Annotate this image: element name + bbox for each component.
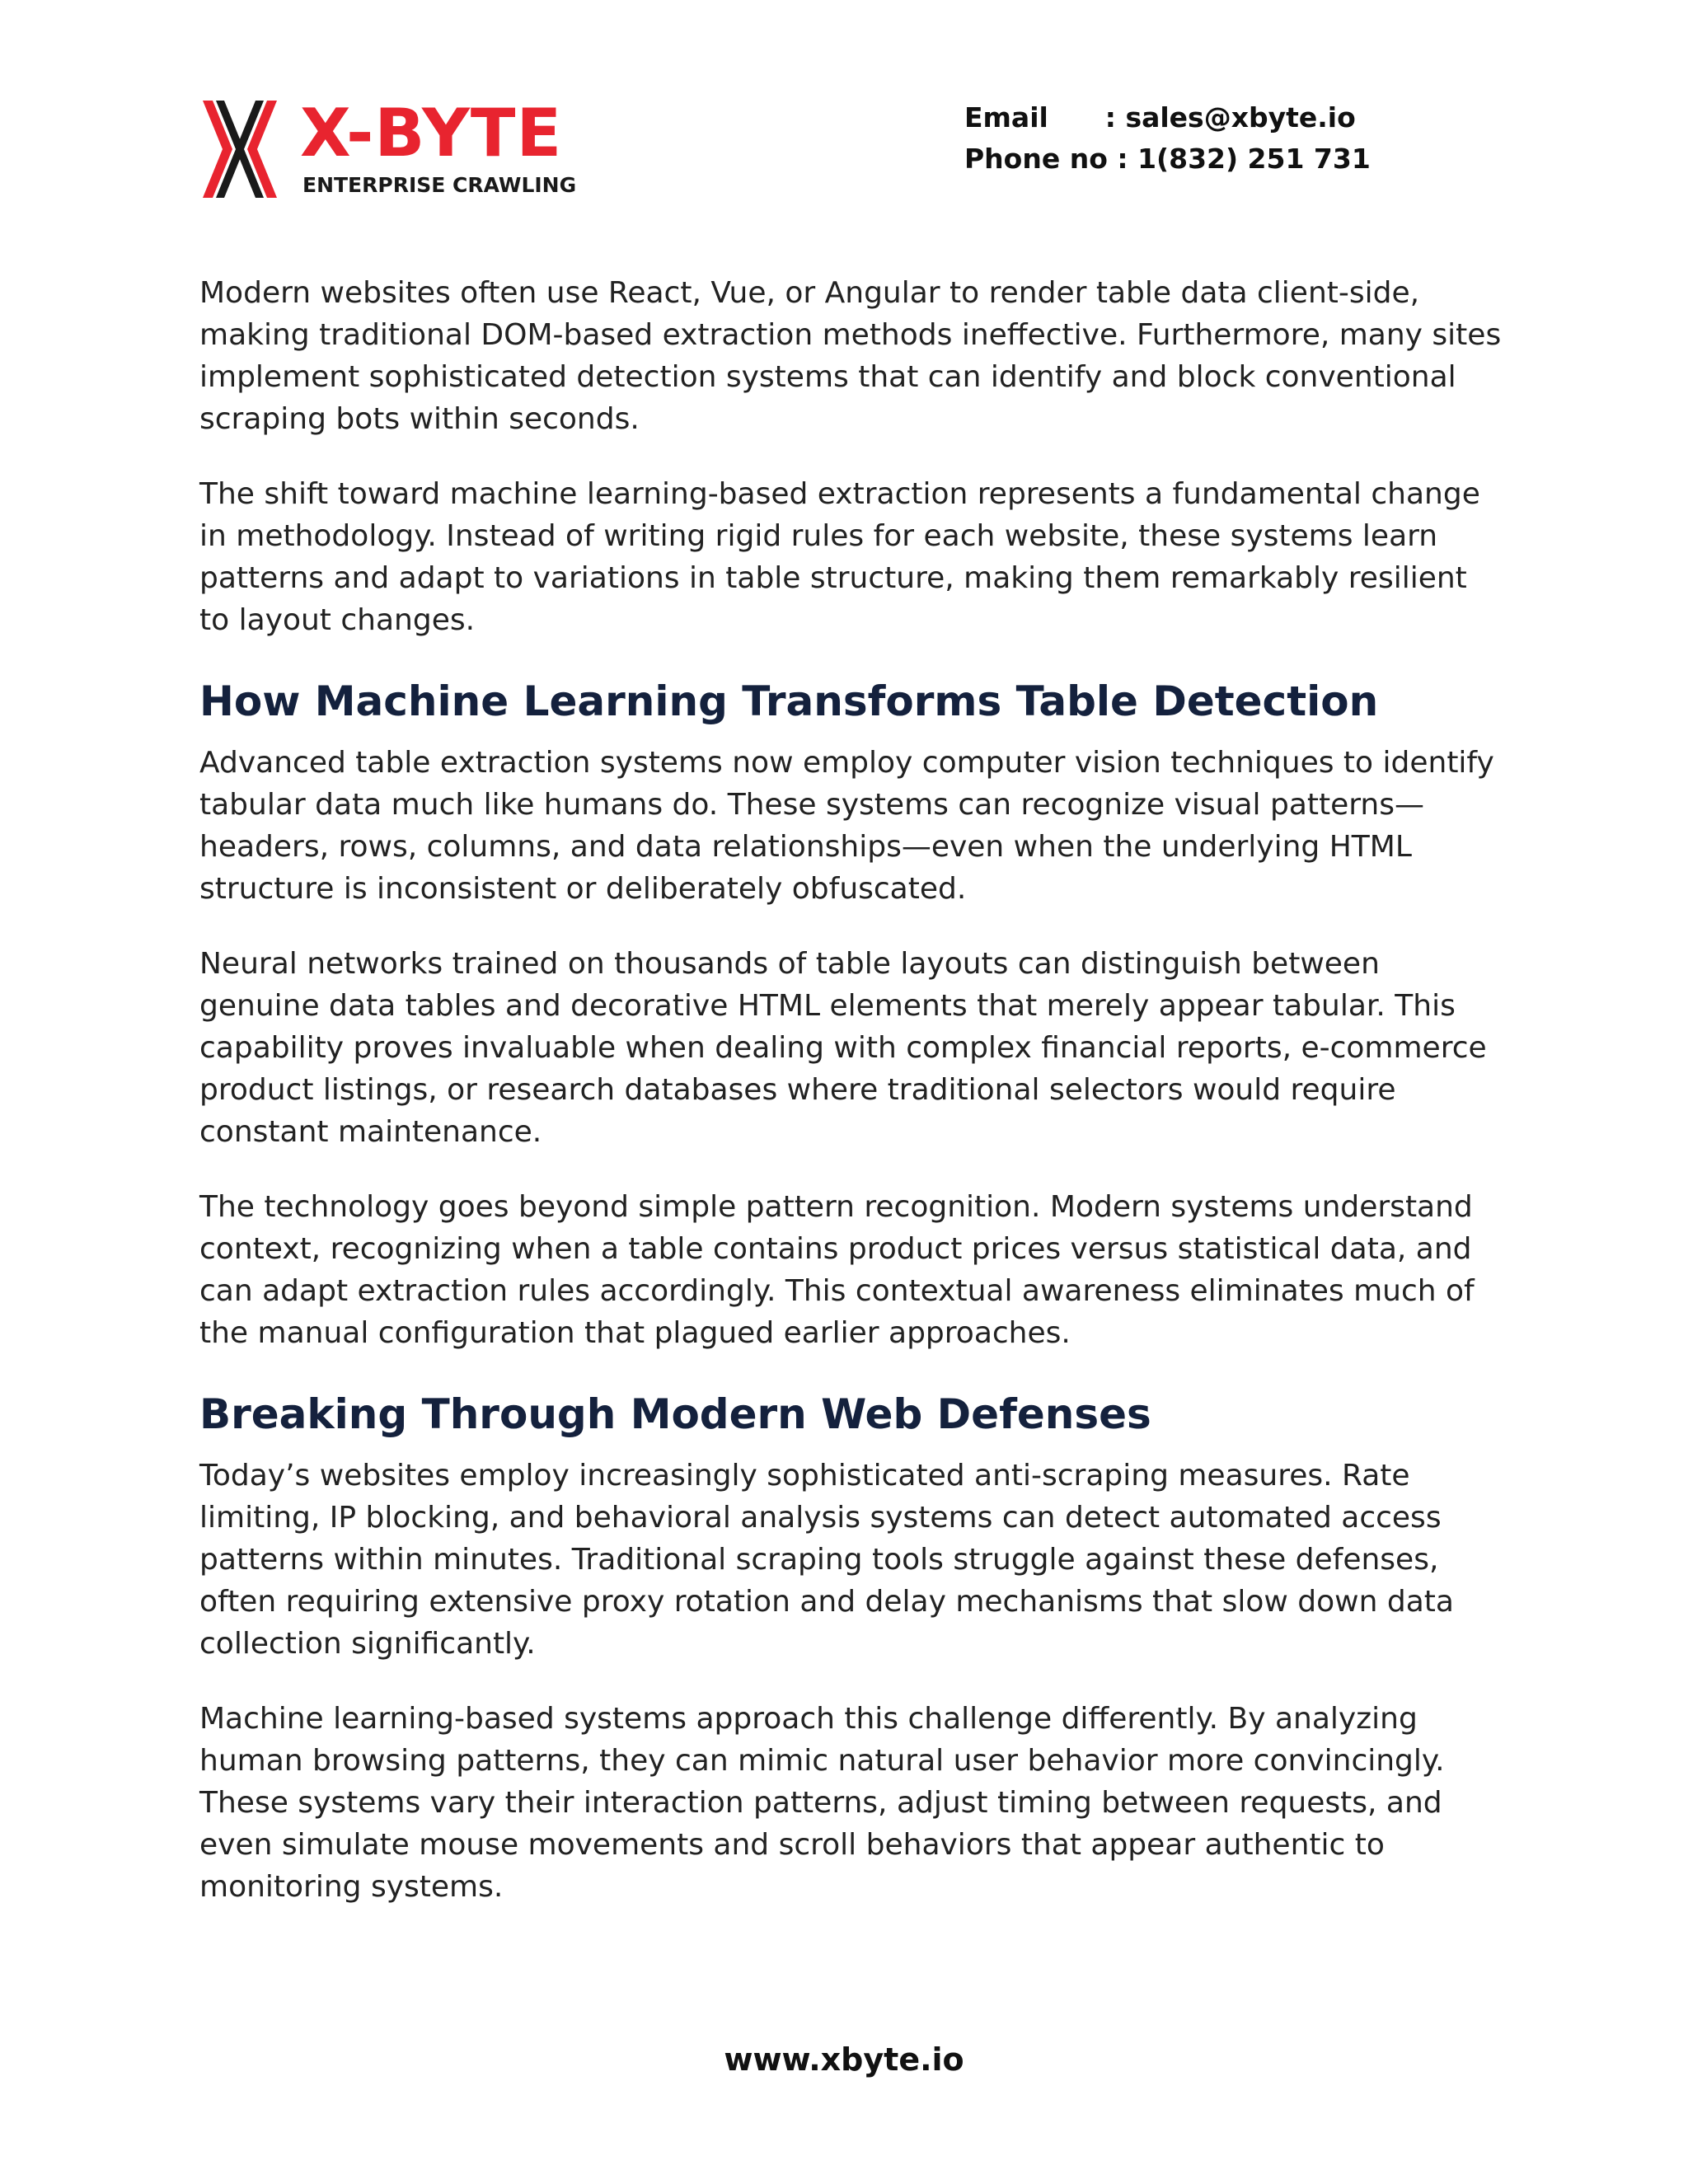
xbyte-logo-icon xyxy=(203,101,277,198)
paragraph-7: Machine learning-based systems approach this challenge differently. By analyzing human browsing patterns, they can mimic natural user behavior more convincingly. These systems vary their interaction patterns, adjust timing between requests, and even simulate mouse movements and scroll behaviors that appear authentic to monitoring systems. xyxy=(199,1702,1445,1904)
paragraph-3: Advanced table extraction systems now employ computer vision techniques to identify tabular data much like humans do. These systems can recognize visual patterns—headers, rows, columns, and data relationships—even when the underlying HTML structure is inconsistent or deliberately obfuscated. xyxy=(199,746,1494,906)
section-heading-web-defenses: Breaking Through Modern Web Defenses xyxy=(199,1390,1151,1438)
xbyte-logo xyxy=(203,95,590,204)
phone-label: Phone no : xyxy=(964,143,1138,175)
section-heading-ml-table-detection: How Machine Learning Transforms Table Detection xyxy=(199,677,1379,725)
footer-website-link[interactable]: www.xbyte.io xyxy=(724,2041,964,2078)
phone-value[interactable]: 1(832) 251 731 xyxy=(1137,143,1371,175)
email-value[interactable]: sales@xbyte.io xyxy=(1125,101,1356,134)
email-row xyxy=(964,97,1371,138)
paragraph-5: The technology goes beyond simple pattern recognition. Modern systems understand context, recognizing when a table contains product prices versus statistical data, and can adapt extraction rules accordingly. This contextual awareness eliminates much of the manual configuration that plagued earlier approaches. xyxy=(199,1190,1475,1350)
phone-row xyxy=(964,138,1371,180)
logo-tagline: ENTERPRISE CRAWLING xyxy=(302,173,577,197)
contact-info xyxy=(964,97,1371,180)
logo-wordmark: X-BYTE xyxy=(300,95,563,171)
article-body xyxy=(199,272,1502,1941)
paragraph-4: Neural networks trained on thousands of table layouts can distinguish between genuine data tables and decorative HTML elements that merely appear tabular. This capability proves invaluable when dealing with complex financial reports, e-commerce product listings, or research databases where traditional selectors would require constant maintenance. xyxy=(199,947,1487,1149)
paragraph-6: Today’s websites employ increasingly sophisticated anti-scraping measures. Rate limiting, IP blocking, and behavioral analysis systems can detect automated access patterns within minutes. Traditional scraping tools struggle against these defenses, often requiring extensive proxy rotation and delay mechanisms that slow down data collection significantly. xyxy=(199,1459,1454,1661)
paragraph-2: The shift toward machine learning-based extraction represents a fundamental change in methodology. Instead of writing rigid rules for each website, these systems learn patterns and adapt to variations in table structure, making them remarkably resilient to layout changes. xyxy=(199,477,1480,637)
paragraph-1: Modern websites often use React, Vue, or Angular to render table data client-side, making traditional DOM-based extraction methods ineffective. Furthermore, many sites implement sophisticated detection systems that can identify and block conventional scraping bots within seconds. xyxy=(199,276,1502,436)
page-header xyxy=(0,0,1688,247)
email-label: Email : xyxy=(964,101,1126,134)
page-footer xyxy=(0,2040,1688,2079)
